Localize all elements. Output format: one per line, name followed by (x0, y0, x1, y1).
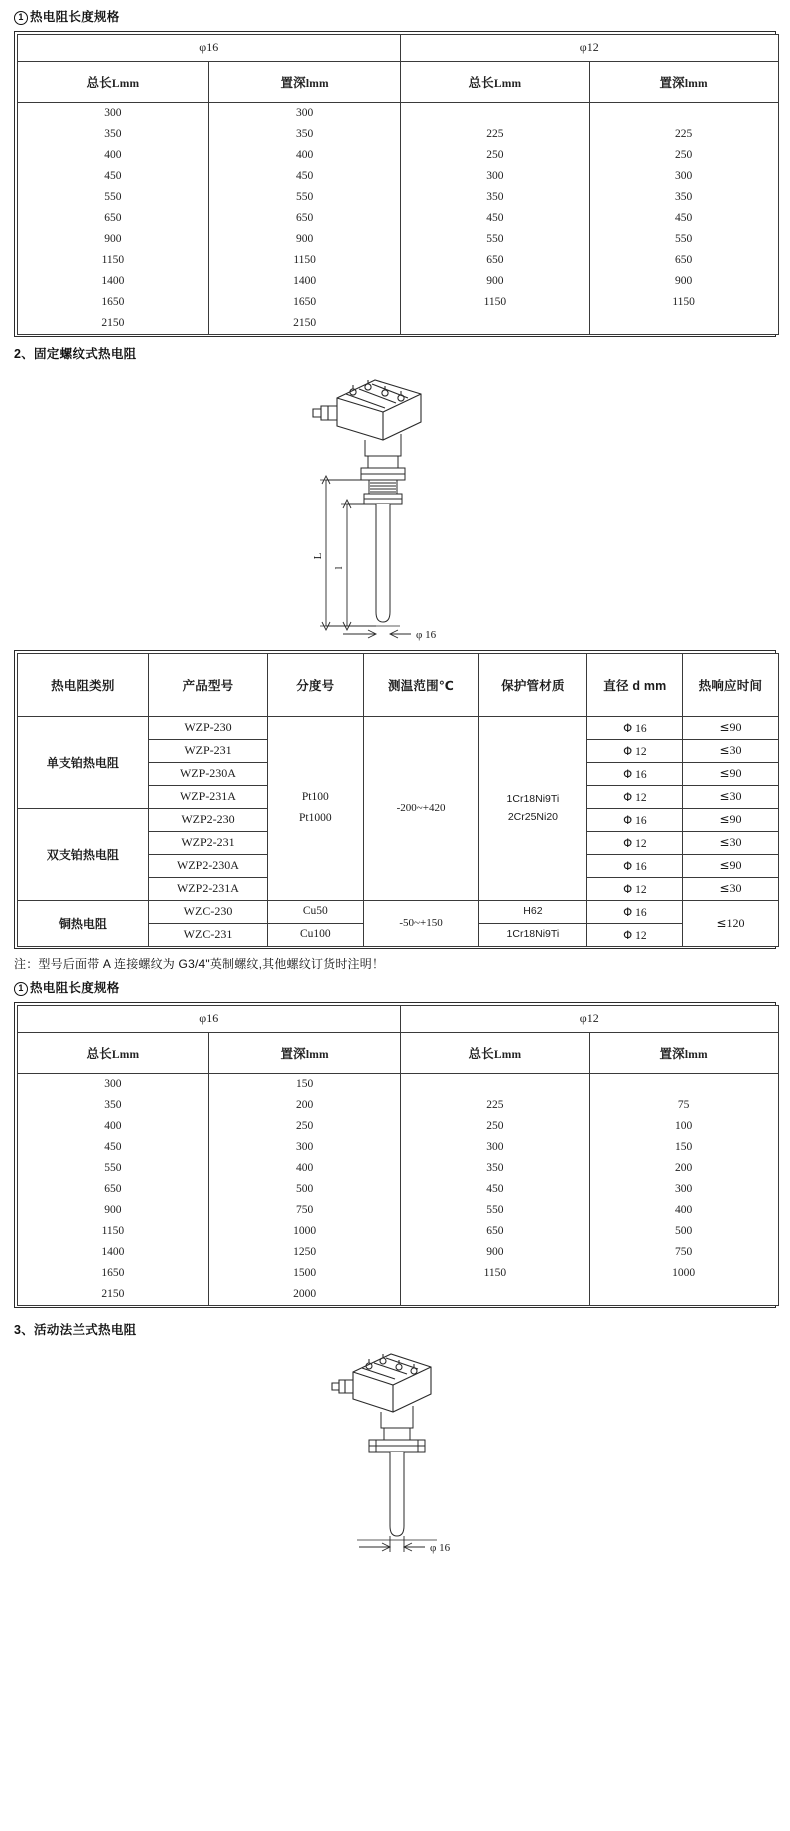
table-row (17, 900, 778, 923)
length-cell: 225 (401, 1095, 590, 1116)
length-cell: 1650 (209, 292, 401, 313)
length-cell: 650 (17, 1179, 209, 1200)
length-cell: 650 (17, 208, 209, 229)
length-cell: 650 (401, 1221, 590, 1242)
length-table-1-body (17, 102, 778, 334)
length-cell: 300 (401, 166, 590, 187)
spec-diameter: Φ 12 (587, 877, 683, 900)
length-cell (589, 1073, 778, 1095)
table-row (17, 61, 778, 102)
length-cell (589, 102, 778, 124)
length-cell: 1250 (209, 1242, 401, 1263)
unit-symbol: L (493, 1048, 502, 1061)
spec-model: WZP2-230 (149, 808, 268, 831)
length-cell: 300 (589, 1179, 778, 1200)
col-header-tube-material: 保护管材质 (479, 653, 587, 716)
length-cell: 1650 (17, 292, 209, 313)
length-cell: 150 (209, 1073, 401, 1095)
spec-diameter: Φ 16 (587, 716, 683, 739)
table-row (17, 1137, 778, 1158)
spec-temp-range: -50~+150 (363, 900, 479, 946)
length-cell: 1150 (209, 250, 401, 271)
length-cell: 350 (589, 187, 778, 208)
length-cell: 100 (589, 1116, 778, 1137)
length-cell: 400 (209, 145, 401, 166)
table-row (17, 1116, 778, 1137)
spec-response-time: ≤30 (683, 785, 778, 808)
length-cell: 150 (589, 1137, 778, 1158)
table-row (17, 1032, 778, 1073)
table-row (17, 1221, 778, 1242)
movable-flange (369, 1440, 425, 1452)
circled-number-1: 1 (14, 11, 28, 25)
spec-table-wrap (0, 650, 790, 949)
length-cell: 750 (209, 1200, 401, 1221)
length-cell: 2150 (17, 313, 209, 335)
unit-mm: mm (688, 77, 708, 90)
spec-table (17, 653, 779, 947)
unit-mm: mm (309, 77, 329, 90)
col-header-model: 产品型号 (149, 653, 268, 716)
table-row (17, 102, 778, 124)
length-cell: 400 (17, 1116, 209, 1137)
unit-symbol: l (305, 1048, 310, 1061)
table-row (17, 145, 778, 166)
spec-model: WZP2-231A (149, 877, 268, 900)
section-1-heading (0, 0, 790, 31)
length-table-1 (17, 34, 779, 335)
length-cell (589, 313, 778, 335)
col-header-depth-16: 置深lmm (209, 61, 401, 102)
col-header-depth-12: 置深lmm (589, 1032, 778, 1073)
dimension-diameter (343, 630, 411, 638)
spec-response-time: ≤30 (683, 877, 778, 900)
dimension-l (343, 500, 365, 630)
col-header-depth-12: 置深lmm (589, 61, 778, 102)
length-cell: 550 (401, 1200, 590, 1221)
length-cell: 450 (17, 1137, 209, 1158)
length-cell: 350 (401, 1158, 590, 1179)
length-cell: 2150 (17, 1284, 209, 1306)
length-cell: 1000 (209, 1221, 401, 1242)
table-row (17, 1263, 778, 1284)
col-header-response-time: 热响应时间 (683, 653, 778, 716)
length-cell: 900 (17, 229, 209, 250)
length-cell: 2000 (209, 1284, 401, 1306)
grade-line-2: Pt1000 (298, 812, 332, 824)
spec-temp-range: -200~+420 (363, 716, 479, 900)
spec-table-body (17, 716, 778, 946)
col-header-total-length-12: 总长Lmm (401, 61, 590, 102)
length-cell (401, 102, 590, 124)
table-row (17, 313, 778, 335)
table-row (17, 1242, 778, 1263)
col-header-diameter: 直径 d mm (587, 653, 683, 716)
table-row (17, 1005, 778, 1032)
length-cell: 1150 (401, 1263, 590, 1284)
dimension-diameter (359, 1536, 425, 1552)
section-2-heading-text: 2、固定螺纹式热电阻 (14, 347, 137, 361)
length-cell: 1400 (17, 271, 209, 292)
unit-symbol: l (684, 77, 689, 90)
length-cell: 250 (209, 1116, 401, 1137)
table-row (17, 1073, 778, 1095)
length-cell: 900 (401, 1242, 590, 1263)
length-table-2-wrap (0, 1002, 790, 1308)
table-row (17, 1095, 778, 1116)
length-cell: 400 (17, 145, 209, 166)
spec-grade (267, 716, 363, 900)
length-cell: 2150 (209, 313, 401, 335)
spec-category: 双支铂热电阻 (17, 808, 149, 900)
neck-assembly (361, 434, 405, 504)
flange-rtd-diagram (0, 1344, 790, 1559)
length-cell: 450 (209, 166, 401, 187)
length-cell: 350 (209, 124, 401, 145)
length-table-2 (17, 1005, 779, 1306)
spec-category: 单支铂热电阻 (17, 716, 149, 808)
length-cell: 300 (209, 102, 401, 124)
length-cell: 350 (17, 124, 209, 145)
length-cell: 550 (17, 187, 209, 208)
length-cell: 250 (589, 145, 778, 166)
length-cell (401, 313, 590, 335)
length-cell: 75 (589, 1095, 778, 1116)
table-row (17, 292, 778, 313)
spec-grade: Cu100 (267, 923, 363, 946)
length-cell: 650 (209, 208, 401, 229)
unit-symbol: l (305, 77, 310, 90)
length-cell: 900 (17, 1200, 209, 1221)
spec-table-frame (14, 650, 776, 949)
length-cell: 450 (589, 208, 778, 229)
table-row (17, 1179, 778, 1200)
spec-tube-material: 1Cr18Ni9Ti (479, 923, 587, 946)
spec-tube-material: H62 (479, 900, 587, 923)
length-cell: 450 (401, 1179, 590, 1200)
col-header-temp-range: 测温范围℃ (363, 653, 479, 716)
unit-symbol: l (684, 1048, 689, 1061)
length-cell: 900 (401, 271, 590, 292)
length-cell: 300 (209, 1137, 401, 1158)
spec-model: WZP-230 (149, 716, 268, 739)
unit-mm: mm (119, 77, 140, 90)
group-header-phi12: φ12 (401, 34, 778, 61)
length-cell: 200 (209, 1095, 401, 1116)
unit-mm: mm (501, 1048, 522, 1061)
section-1-heading-text: 热电阻长度规格 (30, 10, 120, 24)
unit-mm: mm (309, 1048, 329, 1061)
table-row (17, 716, 778, 739)
material-line-1: 1Cr18Ni9Ti (506, 792, 560, 805)
length-cell: 500 (589, 1221, 778, 1242)
length-cell: 450 (401, 208, 590, 229)
material-line-2: 2Cr25Ni20 (507, 811, 559, 823)
table-row (17, 187, 778, 208)
col-header-grade: 分度号 (267, 653, 363, 716)
length-table-1-frame (14, 31, 776, 337)
group-header-phi16: φ16 (17, 1005, 401, 1032)
spec-response-time: ≤90 (683, 762, 778, 785)
length-cell: 900 (209, 229, 401, 250)
note-text: 注：型号后面带 A 连接螺纹为 G3/4"英制螺纹,其他螺纹订货时注明！ (14, 957, 385, 971)
table-row (17, 124, 778, 145)
section-3-heading-text: 热电阻长度规格 (30, 981, 120, 995)
col-header-total-length-12: 总长Lmm (401, 1032, 590, 1073)
table-row (17, 1284, 778, 1306)
length-table-2-body (17, 1073, 778, 1305)
spec-category: 铜热电阻 (17, 900, 149, 946)
flange-rtd-drawing (245, 1344, 545, 1559)
spec-diameter: Φ 16 (587, 808, 683, 831)
group-header-phi16: φ16 (17, 34, 401, 61)
unit-mm: mm (119, 1048, 140, 1061)
spec-diameter: Φ 12 (587, 739, 683, 762)
threaded-rtd-diagram (0, 368, 790, 646)
spec-diameter: Φ 12 (587, 923, 683, 946)
col-header-depth-16: 置深lmm (209, 1032, 401, 1073)
probe-stem (376, 504, 390, 622)
length-cell: 300 (17, 102, 209, 124)
unit-symbol: L (111, 1048, 120, 1061)
spec-diameter: Φ 12 (587, 831, 683, 854)
length-cell (589, 1284, 778, 1306)
table-row (17, 34, 778, 61)
section-2-heading (0, 337, 790, 368)
circled-number-1: 1 (14, 982, 28, 996)
length-cell: 1650 (17, 1263, 209, 1284)
length-cell: 550 (17, 1158, 209, 1179)
spec-diameter: Φ 12 (587, 785, 683, 808)
length-cell: 500 (209, 1179, 401, 1200)
spec-model: WZC-231 (149, 923, 268, 946)
spec-diameter: Φ 16 (587, 900, 683, 923)
length-cell: 1000 (589, 1263, 778, 1284)
spec-response-time: ≤90 (683, 854, 778, 877)
unit-symbol: L (493, 77, 502, 90)
table-row (17, 653, 778, 716)
length-cell: 300 (401, 1137, 590, 1158)
section-3-heading (0, 976, 790, 1002)
dimension-label-l: l (333, 566, 345, 570)
length-cell: 225 (589, 124, 778, 145)
spec-model: WZP-231A (149, 785, 268, 808)
table-row (17, 1158, 778, 1179)
neck-assembly (381, 1406, 413, 1440)
length-cell: 250 (401, 1116, 590, 1137)
length-cell: 1400 (209, 271, 401, 292)
length-cell: 1500 (209, 1263, 401, 1284)
spec-model: WZP2-231 (149, 831, 268, 854)
spec-model: WZP-231 (149, 739, 268, 762)
table-row (17, 1200, 778, 1221)
spec-model: WZP2-230A (149, 854, 268, 877)
unit-mm: mm (501, 77, 522, 90)
probe-stem (390, 1452, 404, 1536)
length-cell: 1150 (589, 292, 778, 313)
spec-response-time: ≤90 (683, 808, 778, 831)
spec-response-time: ≤120 (683, 900, 778, 946)
table-row (17, 271, 778, 292)
spec-response-time: ≤90 (683, 716, 778, 739)
length-cell (401, 1073, 590, 1095)
spec-response-time: ≤30 (683, 739, 778, 762)
length-table-1-wrap (0, 31, 790, 337)
table-row (17, 208, 778, 229)
length-cell: 1150 (17, 250, 209, 271)
length-cell: 650 (401, 250, 590, 271)
table-row (17, 250, 778, 271)
length-cell: 350 (401, 187, 590, 208)
spec-diameter: Φ 16 (587, 854, 683, 877)
length-cell: 550 (589, 229, 778, 250)
dimension-label-diameter: φ 16 (416, 629, 437, 641)
dimension-label-diameter: φ 16 (430, 1542, 451, 1554)
length-cell: 650 (589, 250, 778, 271)
length-cell: 300 (17, 1073, 209, 1095)
length-cell: 550 (209, 187, 401, 208)
spec-model: WZC-230 (149, 900, 268, 923)
dimension-label-L: L (312, 552, 324, 560)
length-cell: 400 (209, 1158, 401, 1179)
length-cell: 1150 (17, 1221, 209, 1242)
length-cell: 200 (589, 1158, 778, 1179)
length-table-2-frame (14, 1002, 776, 1308)
unit-symbol: L (111, 77, 120, 90)
length-cell: 1150 (401, 292, 590, 313)
spec-tube-material (479, 716, 587, 900)
col-header-total-length-16: 总长Lmm (17, 61, 209, 102)
table-row (17, 229, 778, 250)
length-cell: 400 (589, 1200, 778, 1221)
length-cell: 900 (589, 271, 778, 292)
length-cell: 750 (589, 1242, 778, 1263)
col-header-total-length-16: 总长Lmm (17, 1032, 209, 1073)
length-cell: 300 (589, 166, 778, 187)
spec-response-time: ≤30 (683, 831, 778, 854)
table-row (17, 166, 778, 187)
length-cell: 1400 (17, 1242, 209, 1263)
grade-line-1: Pt100 (301, 791, 329, 804)
spec-grade: Cu50 (267, 900, 363, 923)
col-header-category: 热电阻类别 (17, 653, 149, 716)
section-4-heading-text: 3、活动法兰式热电阻 (14, 1323, 137, 1337)
spec-model: WZP-230A (149, 762, 268, 785)
length-cell: 250 (401, 145, 590, 166)
length-cell: 450 (17, 166, 209, 187)
connection-head (332, 1354, 431, 1412)
length-cell: 550 (401, 229, 590, 250)
unit-mm: mm (688, 1048, 708, 1061)
section-4-heading (0, 1308, 790, 1344)
length-cell: 350 (17, 1095, 209, 1116)
threaded-rtd-drawing (225, 368, 565, 646)
length-cell: 225 (401, 124, 590, 145)
spec-diameter: Φ 16 (587, 762, 683, 785)
group-header-phi12: φ12 (401, 1005, 778, 1032)
connection-head (313, 380, 421, 440)
length-cell (401, 1284, 590, 1306)
